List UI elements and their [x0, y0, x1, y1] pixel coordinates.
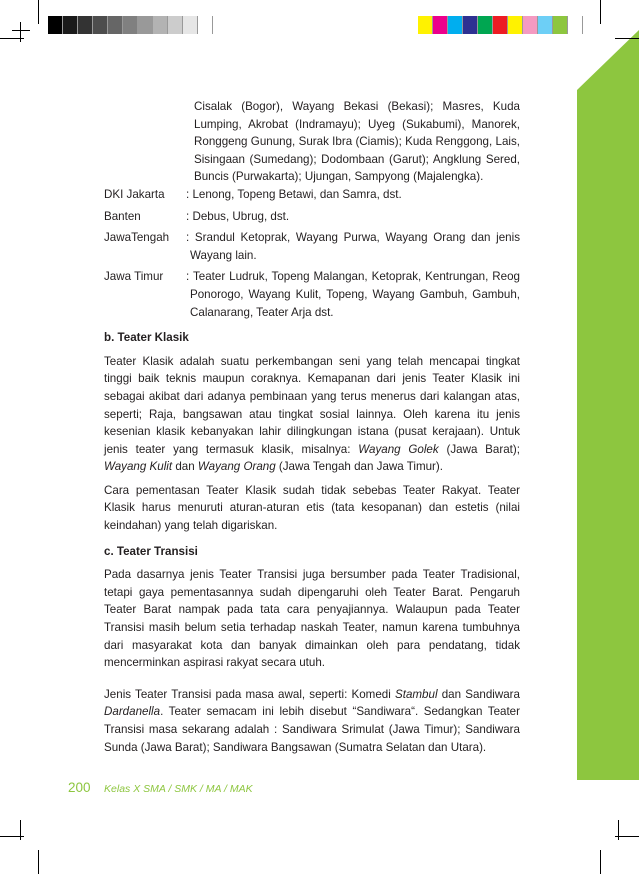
color-swatch [433, 16, 448, 34]
color-swatch [538, 16, 553, 34]
region-name: Banten [104, 209, 141, 223]
region-value: : Lenong, Topeng Betawi, dan Samra, dst. [186, 187, 402, 201]
text-run: Dardanella [104, 705, 161, 719]
paragraph: Cara pementasan Teater Klasik sudah tidak sebebas Teater Rakyat. Teater Klasik harus menuruti aturan-aturan etis (tata kesopanan) dan estetis (nilai keindahan) yang telah digariskan. [104, 483, 520, 533]
region-value: : Teater Ludruk, Topeng Malangan, Ketoprak, Kentrungan, Reog Ponorogo, Wayang Kulit, Topeng, Wayang Gambuh, Gambuh, Calanarang, Teater Arja dst. [186, 270, 520, 319]
color-swatch [448, 16, 463, 34]
text-run: Wayang Orang [197, 460, 276, 474]
text-run: . Teater semacam ini lebih disebut “Sandiwara“. Sedangkan Teater Transisi masa sekarang adalah : Sandiwara Srimulat (Jawa Timur); Sandiwara Sunda (Jawa Barat); Sandiwara Bangsawan (Sumatra Selatan dan Utara). [104, 705, 520, 754]
gray-swatch [153, 16, 168, 34]
crop-mark [12, 30, 30, 31]
gray-swatch [183, 16, 198, 34]
color-swatch [568, 16, 583, 34]
region-value: : Srandul Ketoprak, Wayang Purwa, Wayang Orang dan jenis Wayang lain. [186, 231, 520, 262]
region-list-continuation: Cisalak (Bogor), Wayang Bekasi (Bekasi); Masres, Kuda Lumping, Akrobat (Indramayu); Uyeg (Sukabumi), Manorek, Ronggeng Gunung, Surak Ibra (Ciamis); Kuda Renggong, Lais, Sisingaan (Sumedang); Dodombaan (Garut); Angklung Sered, Buncis (Purwakarta); Ujungan, Sampyong (Majalengka). [194, 100, 520, 184]
gray-swatch [198, 16, 213, 34]
crop-mark [38, 850, 39, 874]
text-run: Stambul [394, 687, 438, 701]
text-run: Wayang Golek [358, 442, 439, 456]
gray-swatch [123, 16, 138, 34]
gray-swatch [168, 16, 183, 34]
region-name: Jawa Timur [104, 270, 164, 284]
paragraph: Pada dasarnya jenis Teater Transisi juga bersumber pada Teater Tradisional, tetapi gaya pementasannya sudah dipengaruhi oleh Teater Barat. Pengaruh Teater Barat nampak pada tata cara penyajiannya. Walaupun pada Teater Transisi masih belum setia terhadap naskah Teater, namun karena tumbuhnya dari masyarakat kota dan banyak dimainkan oleh para pendatang, tidak mencerminkan aspirasi rakyat secara utuh. [104, 568, 520, 670]
green-side-bar [577, 0, 639, 780]
crop-mark [615, 38, 639, 39]
color-swatch [523, 16, 538, 34]
gray-swatch [63, 16, 78, 34]
gray-swatch [108, 16, 123, 34]
gray-swatch [48, 16, 63, 34]
color-swatch [553, 16, 568, 34]
gray-swatch [138, 16, 153, 34]
text-run: Wayang Kulit [104, 460, 173, 474]
crop-mark [600, 0, 601, 24]
crop-mark [38, 0, 39, 24]
text-run: Teater Klasik adalah suatu perkembangan seni yang telah mencapai tingkat tinggi baik teknis maupun coraknya. Kemapanan dari jenis Teater Klasik ini sebagai akibat dari adanya pembinaan yang terus menerus dari kalangan atas, seperti; Raja, bangsawan atau tingkat sosial lainnya. Oleh karena itu jenis kesenian klasik kebanyakan lahir dilingkungan istana (pusat kerajaan). Untuk jenis teater yang termasuk klasik, misalnya: [104, 354, 520, 456]
green-side-bar-corner [577, 0, 639, 90]
region-row [104, 208, 520, 226]
page-footer [68, 780, 253, 795]
color-swatch [493, 16, 508, 34]
region-value: : Debus, Ubrug, dst. [186, 209, 290, 223]
crop-mark [20, 22, 21, 42]
section-heading-teater-klasik: b. Teater Klasik [104, 331, 189, 345]
crop-mark [20, 820, 21, 840]
page-number: 200 [68, 780, 91, 795]
page-body [104, 98, 520, 762]
text-run: (Jawa Tengah dan Jawa Timur). [275, 460, 444, 474]
crop-mark [618, 820, 619, 840]
paragraph [104, 686, 520, 756]
text-run: dan Sandiwara [437, 687, 520, 701]
region-row [104, 268, 520, 321]
book-title: Kelas X SMA / SMK / MA / MAK [104, 783, 253, 795]
crop-mark [600, 850, 601, 874]
gray-swatch [78, 16, 93, 34]
grayscale-calibration-strip [48, 16, 213, 34]
gray-swatch [93, 16, 108, 34]
region-name: JawaTengah [104, 231, 170, 245]
color-swatch [478, 16, 493, 34]
paragraph [104, 353, 520, 476]
text-run: dan [172, 460, 198, 474]
section-heading-teater-transisi: c. Teater Transisi [104, 544, 198, 558]
color-swatch [463, 16, 478, 34]
text-run: (Jawa Barat); [438, 442, 520, 456]
region-row [104, 186, 520, 204]
color-calibration-strip [418, 16, 583, 34]
region-row [104, 229, 520, 264]
color-swatch [418, 16, 433, 34]
text-run: Jenis Teater Transisi pada masa awal, seperti: Komedi [104, 687, 395, 701]
region-name: DKI Jakarta [104, 187, 165, 201]
color-swatch [508, 16, 523, 34]
